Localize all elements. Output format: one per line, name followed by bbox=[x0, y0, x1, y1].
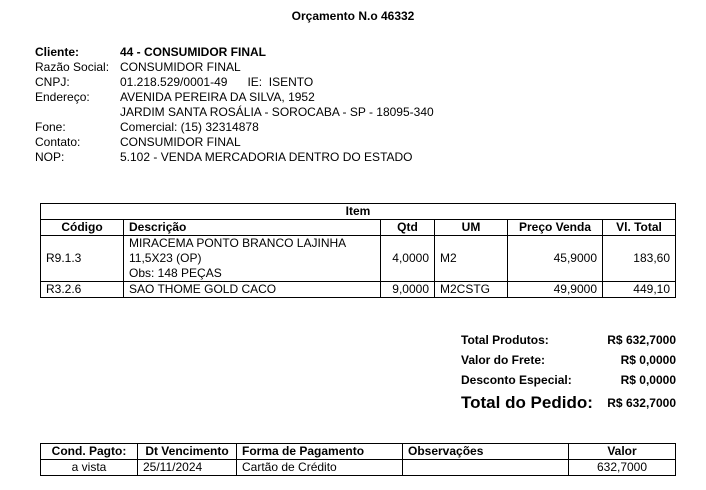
total-produtos-label: Total Produtos: bbox=[461, 333, 549, 347]
client-info bbox=[35, 45, 434, 165]
nop-row bbox=[35, 150, 434, 165]
total-pedido-label: Total do Pedido: bbox=[461, 393, 593, 412]
header-dt-vencimento: Dt Vencimento bbox=[138, 444, 237, 460]
cell-total: 183,60 bbox=[603, 236, 676, 282]
cell-um: M2 bbox=[435, 236, 508, 282]
endereco-row-2 bbox=[35, 105, 434, 120]
total-produtos-value: R$ 632,7000 bbox=[607, 333, 676, 347]
document-title: Orçamento N.o 46332 bbox=[291, 9, 415, 23]
cell-forma-pagamento: Cartão de Crédito bbox=[237, 460, 403, 476]
payment-table bbox=[40, 443, 676, 476]
razao-value: CONSUMIDOR FINAL bbox=[120, 60, 241, 74]
cliente-row bbox=[35, 45, 434, 60]
items-table bbox=[40, 203, 676, 298]
cell-qtd: 9,0000 bbox=[381, 282, 435, 298]
header-um: UM bbox=[435, 220, 508, 236]
valor-frete-label: Valor do Frete: bbox=[461, 353, 546, 367]
ie-value: ISENTO bbox=[268, 75, 314, 89]
header-codigo: Código bbox=[41, 220, 124, 236]
cell-preco: 49,9000 bbox=[508, 282, 603, 298]
cell-descricao: SAO THOME GOLD CACO bbox=[124, 282, 381, 298]
cell-codigo: R9.1.3 bbox=[41, 236, 124, 282]
total-pedido-row bbox=[461, 390, 676, 416]
cliente-value: 44 - CONSUMIDOR FINAL bbox=[120, 45, 267, 59]
cliente-label: Cliente: bbox=[35, 45, 80, 59]
endereco-line1: AVENIDA PEREIRA DA SILVA, 1952 bbox=[120, 90, 315, 104]
header-cond-pagto: Cond. Pagto: bbox=[41, 444, 138, 460]
nop-value: 5.102 - VENDA MERCADORIA DENTRO DO ESTADO bbox=[120, 150, 413, 164]
endereco-row bbox=[35, 90, 434, 105]
cell-cond-pagto: a vista bbox=[41, 460, 138, 476]
header-total: Vl. Total bbox=[603, 220, 676, 236]
cell-descricao bbox=[124, 236, 381, 282]
header-forma-pagamento: Forma de Pagamento bbox=[237, 444, 403, 460]
total-pedido-value: R$ 632,7000 bbox=[607, 396, 676, 410]
descricao-line: 11,5X23 (OP) bbox=[129, 251, 202, 265]
valor-frete-value: R$ 0,0000 bbox=[620, 353, 676, 367]
fone-label: Fone: bbox=[35, 120, 66, 134]
table-row bbox=[41, 282, 676, 298]
cell-um: M2CSTG bbox=[435, 282, 508, 298]
table-row bbox=[41, 236, 676, 282]
endereco-line2: JARDIM SANTA ROSÁLIA - SOROCABA - SP - 18095-340 bbox=[120, 105, 434, 119]
cell-valor: 632,7000 bbox=[569, 460, 676, 476]
contato-label: Contato: bbox=[35, 135, 81, 149]
items-caption: Item bbox=[41, 204, 676, 220]
desconto-value: R$ 0,0000 bbox=[620, 373, 676, 387]
desconto-row bbox=[461, 370, 676, 390]
cell-preco: 45,9000 bbox=[508, 236, 603, 282]
cell-codigo: R3.2.6 bbox=[41, 282, 124, 298]
payment-header-row bbox=[41, 444, 676, 460]
total-produtos-row bbox=[461, 330, 676, 350]
header-qtd: Qtd bbox=[381, 220, 435, 236]
contato-value: CONSUMIDOR FINAL bbox=[120, 135, 241, 149]
totals-section bbox=[461, 330, 676, 416]
cnpj-row bbox=[35, 75, 434, 90]
cell-total: 449,10 bbox=[603, 282, 676, 298]
desconto-label: Desconto Especial: bbox=[461, 373, 572, 387]
ie-label: IE: bbox=[247, 75, 263, 89]
cell-vencimento: 25/11/2024 bbox=[138, 460, 237, 476]
nop-label: NOP: bbox=[35, 150, 65, 164]
endereco-label: Endereço: bbox=[35, 90, 90, 104]
cnpj-value: 01.218.529/0001-49 bbox=[120, 75, 228, 89]
header-observacoes: Observações bbox=[403, 444, 569, 460]
razao-label: Razão Social: bbox=[35, 60, 110, 74]
header-preco: Preço Venda bbox=[508, 220, 603, 236]
header-descricao: Descrição bbox=[124, 220, 381, 236]
table-row bbox=[41, 460, 676, 476]
valor-frete-row bbox=[461, 350, 676, 370]
header-valor: Valor bbox=[569, 444, 676, 460]
fone-value: Comercial: (15) 32314878 bbox=[120, 120, 259, 134]
cell-observacoes bbox=[403, 460, 569, 476]
fone-row bbox=[35, 120, 434, 135]
descricao-line: MIRACEMA PONTO BRANCO LAJINHA bbox=[129, 236, 347, 250]
contato-row bbox=[35, 135, 434, 150]
razao-row bbox=[35, 60, 434, 75]
cnpj-label: CNPJ: bbox=[35, 75, 70, 89]
items-header-row bbox=[41, 220, 676, 236]
cell-qtd: 4,0000 bbox=[381, 236, 435, 282]
descricao-obs: Obs: 148 PEÇAS bbox=[129, 266, 222, 280]
